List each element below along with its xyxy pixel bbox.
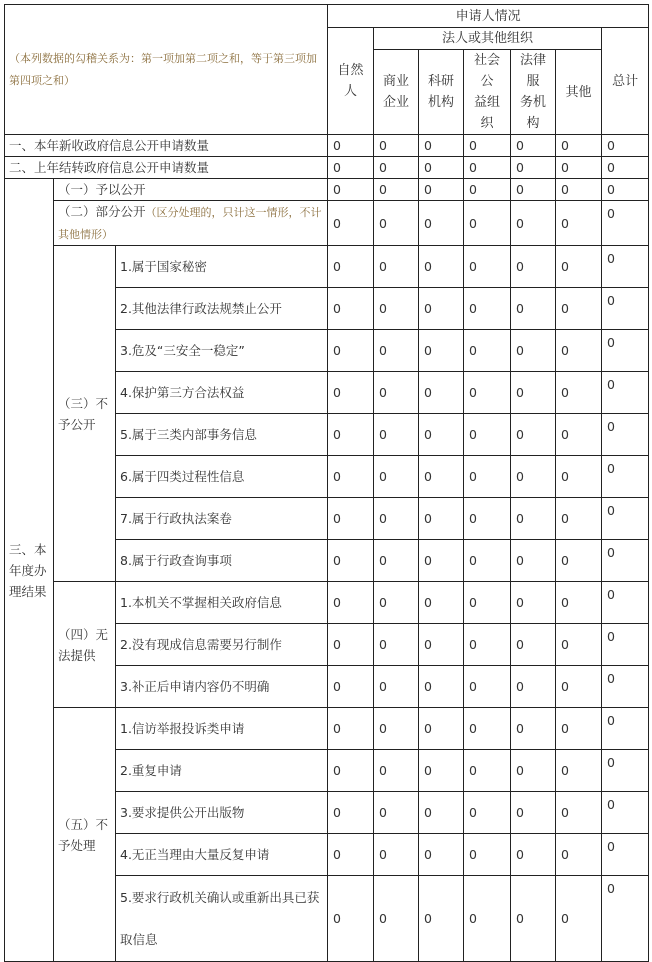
- value-cell: 0: [374, 330, 419, 372]
- value-cell: 0: [419, 456, 464, 498]
- value-cell: 0: [419, 540, 464, 582]
- total-cell: 0: [602, 157, 649, 179]
- header-text: 企业: [383, 95, 410, 110]
- group-label: （三）不予公开: [54, 246, 116, 582]
- value-cell: 0: [464, 179, 511, 201]
- value-cell: 0: [328, 834, 374, 876]
- value-cell: 0: [511, 414, 556, 456]
- disclosure-table: [4, 4, 649, 962]
- total-cell: 0: [602, 179, 649, 201]
- value-cell: 0: [374, 876, 419, 962]
- row-label: （一）予以公开: [54, 179, 328, 201]
- value-cell: 0: [419, 834, 464, 876]
- value-cell: 0: [556, 750, 602, 792]
- value-cell: 0: [328, 708, 374, 750]
- value-cell: 0: [511, 372, 556, 414]
- total-cell: 0: [602, 582, 649, 624]
- row-label: [54, 201, 328, 246]
- value-cell: 0: [328, 157, 374, 179]
- value-cell: 0: [328, 201, 374, 246]
- value-cell: 0: [328, 540, 374, 582]
- value-cell: 0: [419, 708, 464, 750]
- value-cell: 0: [464, 834, 511, 876]
- table-row: [5, 708, 649, 750]
- value-cell: 0: [374, 135, 419, 157]
- value-cell: 0: [556, 456, 602, 498]
- item-label: 1.属于国家秘密: [116, 246, 328, 288]
- item-label: 3.危及“三安全一稳定”: [116, 330, 328, 372]
- value-cell: 0: [374, 666, 419, 708]
- group-label: （四）无法提供: [54, 582, 116, 708]
- table-row: [5, 246, 649, 288]
- value-cell: 0: [328, 246, 374, 288]
- value-cell: 0: [328, 456, 374, 498]
- partial-open-note: （区分处理的，只计这一情形，不计其他情形）: [58, 206, 322, 241]
- header-text: 社会公: [474, 53, 501, 89]
- value-cell: 0: [328, 288, 374, 330]
- value-cell: 0: [511, 876, 556, 962]
- value-cell: 0: [556, 179, 602, 201]
- header-text: 法律服: [520, 53, 547, 89]
- total-cell: 0: [602, 330, 649, 372]
- value-cell: 0: [556, 288, 602, 330]
- value-cell: 0: [464, 201, 511, 246]
- total-cell: 0: [602, 246, 649, 288]
- value-cell: 0: [464, 666, 511, 708]
- value-cell: 0: [374, 708, 419, 750]
- value-cell: 0: [556, 135, 602, 157]
- value-cell: 0: [556, 792, 602, 834]
- value-cell: 0: [419, 372, 464, 414]
- total-header: 总计: [602, 28, 649, 135]
- value-cell: 0: [328, 135, 374, 157]
- value-cell: 0: [464, 792, 511, 834]
- item-label: 4.保护第三方合法权益: [116, 372, 328, 414]
- value-cell: 0: [511, 666, 556, 708]
- value-cell: 0: [556, 582, 602, 624]
- value-cell: 0: [419, 666, 464, 708]
- legal-col-header: [374, 50, 419, 135]
- value-cell: 0: [328, 498, 374, 540]
- item-label: 5.要求行政机关确认或重新出具已获取信息: [116, 876, 328, 962]
- row-label: 二、上年结转政府信息公开申请数量: [5, 157, 328, 179]
- value-cell: 0: [419, 498, 464, 540]
- value-cell: 0: [464, 708, 511, 750]
- value-cell: 0: [374, 372, 419, 414]
- value-cell: 0: [464, 330, 511, 372]
- legal-col-header: [464, 50, 511, 135]
- value-cell: 0: [511, 179, 556, 201]
- header-text: 商业: [383, 74, 410, 89]
- total-cell: 0: [602, 750, 649, 792]
- value-cell: 0: [328, 330, 374, 372]
- value-cell: 0: [419, 179, 464, 201]
- value-cell: 0: [374, 157, 419, 179]
- partial-open-label: （二）部分公开: [58, 204, 146, 219]
- value-cell: 0: [464, 582, 511, 624]
- total-cell: 0: [602, 414, 649, 456]
- value-cell: 0: [374, 288, 419, 330]
- value-cell: 0: [328, 666, 374, 708]
- header-text: 科研: [428, 74, 455, 89]
- value-cell: 0: [328, 179, 374, 201]
- item-label: 7.属于行政执法案卷: [116, 498, 328, 540]
- value-cell: 0: [419, 792, 464, 834]
- value-cell: 0: [374, 624, 419, 666]
- value-cell: 0: [374, 414, 419, 456]
- value-cell: 0: [328, 582, 374, 624]
- total-cell: 0: [602, 135, 649, 157]
- value-cell: 0: [374, 179, 419, 201]
- value-cell: 0: [374, 540, 419, 582]
- value-cell: 0: [328, 750, 374, 792]
- total-cell: 0: [602, 288, 649, 330]
- value-cell: 0: [464, 876, 511, 962]
- total-cell: 0: [602, 834, 649, 876]
- value-cell: 0: [419, 288, 464, 330]
- value-cell: 0: [419, 876, 464, 962]
- value-cell: 0: [556, 540, 602, 582]
- value-cell: 0: [556, 708, 602, 750]
- table-row: [5, 582, 649, 624]
- item-label: 8.属于行政查询事项: [116, 540, 328, 582]
- total-cell: 0: [602, 456, 649, 498]
- item-label: 1.本机关不掌握相关政府信息: [116, 582, 328, 624]
- item-label: 6.属于四类过程性信息: [116, 456, 328, 498]
- value-cell: 0: [419, 330, 464, 372]
- item-label: 2.没有现成信息需要另行制作: [116, 624, 328, 666]
- value-cell: 0: [511, 157, 556, 179]
- value-cell: 0: [556, 498, 602, 540]
- value-cell: 0: [556, 876, 602, 962]
- value-cell: 0: [511, 624, 556, 666]
- legal-col-header: [419, 50, 464, 135]
- value-cell: 0: [374, 498, 419, 540]
- value-cell: 0: [374, 834, 419, 876]
- value-cell: 0: [328, 414, 374, 456]
- value-cell: 0: [556, 246, 602, 288]
- value-cell: 0: [556, 201, 602, 246]
- value-cell: 0: [328, 876, 374, 962]
- item-label: 3.补正后申请内容仍不明确: [116, 666, 328, 708]
- value-cell: 0: [556, 624, 602, 666]
- section3-label: 三、本年度办理结果: [5, 179, 54, 962]
- legal-col-header: [556, 50, 602, 135]
- value-cell: 0: [556, 372, 602, 414]
- total-cell: 0: [602, 876, 649, 962]
- table-row: [5, 157, 649, 179]
- total-cell: 0: [602, 624, 649, 666]
- value-cell: 0: [511, 456, 556, 498]
- value-cell: 0: [419, 246, 464, 288]
- table-row: [5, 135, 649, 157]
- value-cell: 0: [328, 624, 374, 666]
- table-row: [5, 201, 649, 246]
- value-cell: 0: [511, 540, 556, 582]
- value-cell: 0: [511, 582, 556, 624]
- table-row: [5, 5, 649, 28]
- value-cell: 0: [464, 498, 511, 540]
- value-cell: 0: [464, 624, 511, 666]
- value-cell: 0: [556, 157, 602, 179]
- value-cell: 0: [511, 792, 556, 834]
- value-cell: 0: [419, 201, 464, 246]
- item-label: 2.其他法律行政法规禁止公开: [116, 288, 328, 330]
- value-cell: 0: [464, 456, 511, 498]
- value-cell: 0: [556, 414, 602, 456]
- total-cell: 0: [602, 708, 649, 750]
- value-cell: 0: [328, 792, 374, 834]
- value-cell: 0: [374, 582, 419, 624]
- item-label: 4.无正当理由大量反复申请: [116, 834, 328, 876]
- value-cell: 0: [511, 834, 556, 876]
- row-label: 一、本年新收政府信息公开申请数量: [5, 135, 328, 157]
- value-cell: 0: [511, 750, 556, 792]
- table-row: [5, 179, 649, 201]
- header-text: 益组织: [474, 95, 501, 131]
- value-cell: 0: [464, 372, 511, 414]
- value-cell: 0: [374, 750, 419, 792]
- value-cell: 0: [464, 135, 511, 157]
- value-cell: 0: [419, 157, 464, 179]
- value-cell: 0: [328, 372, 374, 414]
- value-cell: 0: [419, 624, 464, 666]
- item-label: 2.重复申请: [116, 750, 328, 792]
- value-cell: 0: [419, 582, 464, 624]
- value-cell: 0: [511, 330, 556, 372]
- total-cell: 0: [602, 201, 649, 246]
- value-cell: 0: [374, 792, 419, 834]
- value-cell: 0: [374, 246, 419, 288]
- value-cell: 0: [464, 414, 511, 456]
- value-cell: 0: [556, 330, 602, 372]
- value-cell: 0: [511, 708, 556, 750]
- value-cell: 0: [511, 201, 556, 246]
- value-cell: 0: [511, 288, 556, 330]
- applicant-header: 申请人情况: [328, 5, 649, 28]
- value-cell: 0: [556, 834, 602, 876]
- value-cell: 0: [556, 666, 602, 708]
- header-text: 务机构: [520, 95, 547, 131]
- value-cell: 0: [374, 456, 419, 498]
- natural-person-header: 自然人: [328, 28, 374, 135]
- value-cell: 0: [464, 246, 511, 288]
- total-cell: 0: [602, 372, 649, 414]
- item-label: 5.属于三类内部事务信息: [116, 414, 328, 456]
- value-cell: 0: [511, 498, 556, 540]
- value-cell: 0: [464, 288, 511, 330]
- total-cell: 0: [602, 498, 649, 540]
- value-cell: 0: [511, 246, 556, 288]
- total-cell: 0: [602, 540, 649, 582]
- value-cell: 0: [419, 414, 464, 456]
- note-cell: （本列数据的勾稽关系为：第一项加第二项之和，等于第三项加第四项之和）: [5, 5, 328, 135]
- header-text: 其他: [565, 84, 592, 100]
- total-cell: 0: [602, 792, 649, 834]
- header-text: 机构: [428, 95, 455, 110]
- legal-entity-header: 法人或其他组织: [374, 28, 602, 50]
- item-label: 1.信访举报投诉类申请: [116, 708, 328, 750]
- value-cell: 0: [374, 201, 419, 246]
- group-label: （五）不予处理: [54, 708, 116, 962]
- value-cell: 0: [419, 750, 464, 792]
- value-cell: 0: [464, 540, 511, 582]
- value-cell: 0: [419, 135, 464, 157]
- legal-col-header: [511, 50, 556, 135]
- value-cell: 0: [511, 135, 556, 157]
- value-cell: 0: [464, 750, 511, 792]
- item-label: 3.要求提供公开出版物: [116, 792, 328, 834]
- value-cell: 0: [464, 157, 511, 179]
- total-cell: 0: [602, 666, 649, 708]
